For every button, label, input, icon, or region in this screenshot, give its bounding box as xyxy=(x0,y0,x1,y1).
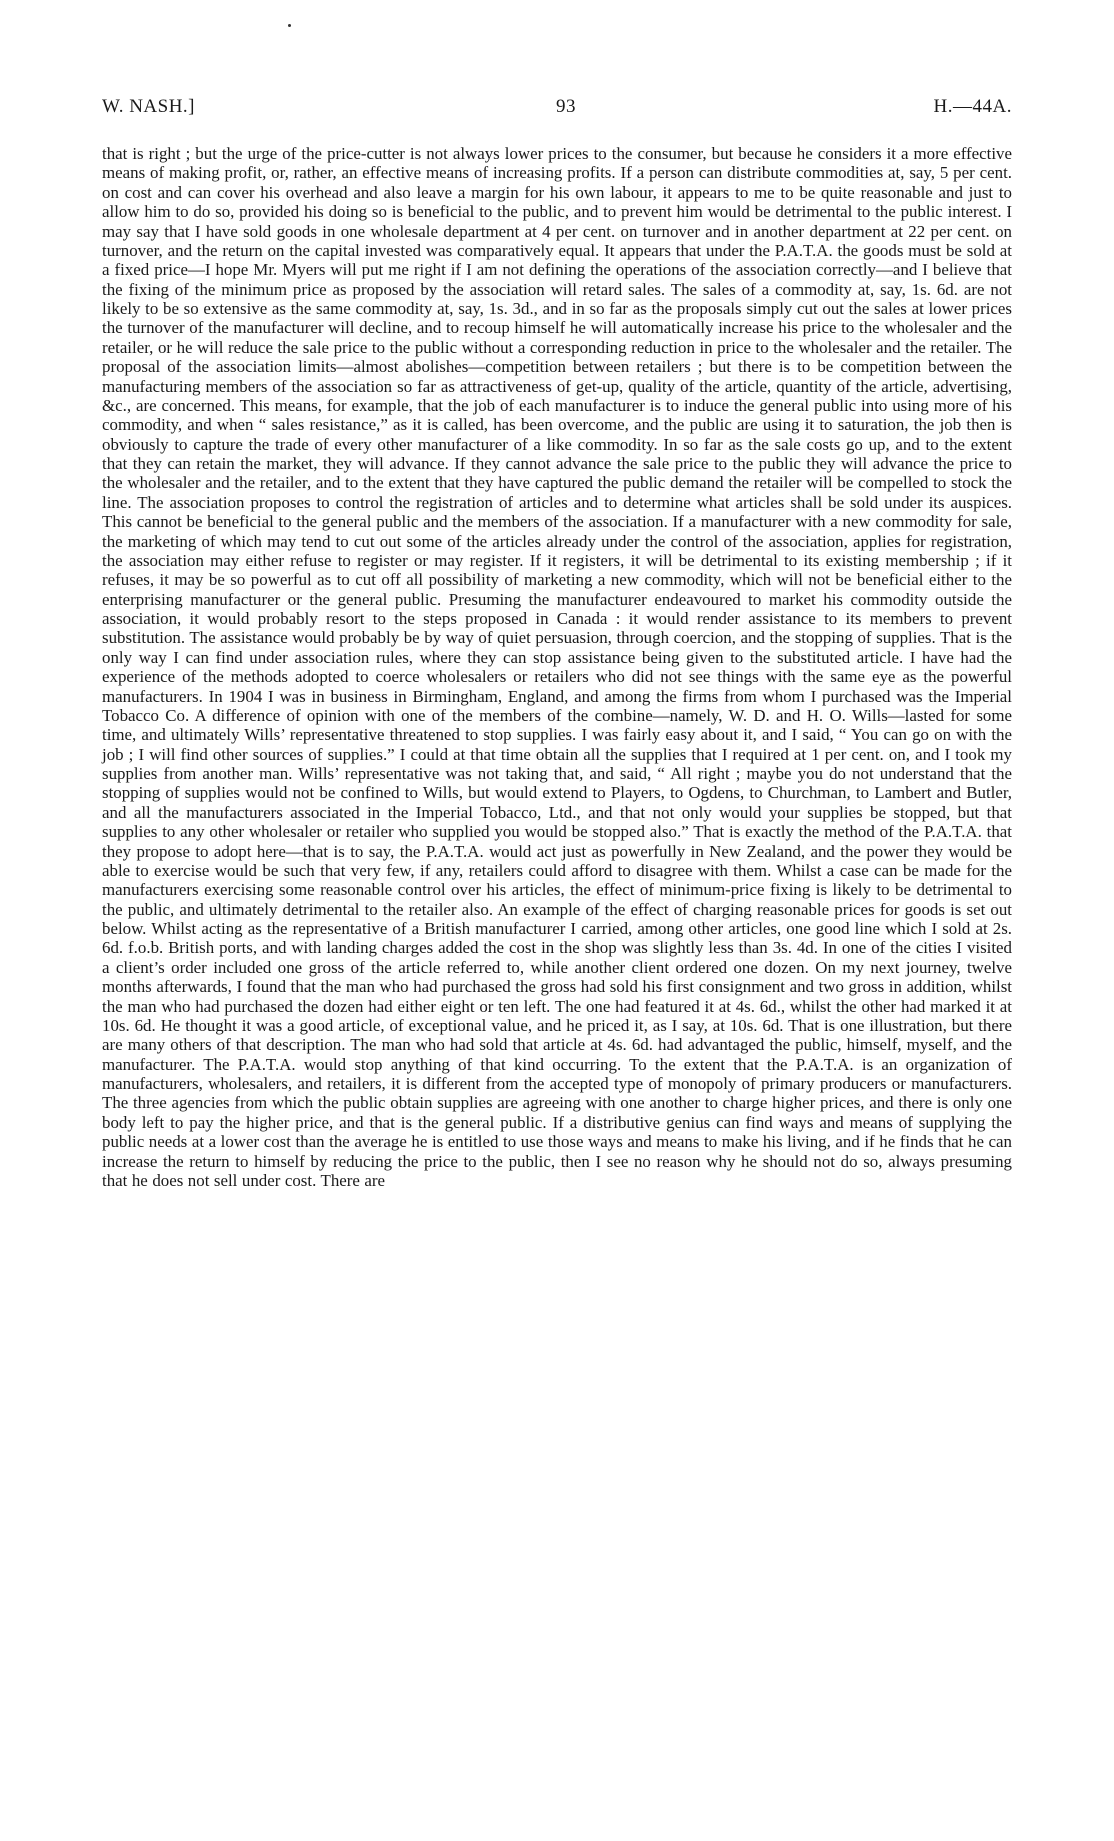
header-author: W. NASH.] xyxy=(102,96,195,117)
running-header xyxy=(102,96,1012,126)
page-number: 93 xyxy=(556,96,576,117)
document-reference: H.—44A. xyxy=(933,96,1012,117)
print-speck xyxy=(288,24,291,27)
body-paragraph: that is right ; but the urge of the price-cutter is not always lower prices to the consumer, but because he considers it a more effective means of making profit, or, rather, an effective means of increasing profits. If a person can distribute commodities at, say, 5 per cent. on cost and can cover his overhead and also leave a margin for his own labour, it appears to me to be quite reasonable and just to allow him to do so, provided his doing so is beneficial to the public, and to prevent him would be detrimental to the public interest. I may say that I have sold goods in one wholesale department at 4 per cent. on turnover and in another department at 22 per cent. on turnover, and the return on the capital invested was comparatively equal. It appears that under the P.A.T.A. the goods must be sold at a fixed price—I hope Mr. Myers will put me right if I am not defining the operations of the association correctly—and I believe that the fixing of the minimum price as proposed by the association will retard sales. The sales of a commodity at, say, 1s. 6d. are not likely to be so extensive as the same commodity at, say, 1s. 3d., and in so far as the proposals simply cut out the sales at lower prices the turnover of the manufacturer will decline, and to recoup himself he will automatically increase his price to the wholesaler and the retailer, or he will reduce the sale price to the public without a corresponding reduction in price to the wholesaler and the retailer. The proposal of the association limits—almost abolishes—competition between retailers ; but there is to be competition between the manufacturing members of the association so far as attractiveness of get-up, quality of the article, quantity of the article, advertising, &c., are concerned. This means, for example, that the job of each manufacturer is to induce the general public into using more of his commodity, and when “ sales resistance,” as it is called, has been overcome, and the public are using it to saturation, the job then is obviously to capture the trade of every other manufacturer of a like commodity. In so far as the sale costs go up, and to the extent that they can retain the market, they will advance. If they cannot advance the sale price to the public they will advance the price to the wholesaler and the retailer, and to the extent that they have captured the public demand the retailer will be compelled to stock the line. The association proposes to control the registration of articles and to determine what articles shall be sold under its auspices. This cannot be beneficial to the general public and the members of the association. If a manufacturer with a new commodity for sale, the marketing of which may tend to cut out some of the articles already under the control of the association, applies for registration, the association may either refuse to register or may register. If it registers, it will be detrimental to its existing membership ; if it refuses, it may be so powerful as to cut off all possibility of marketing a new commodity, which will not be beneficial either to the enterprising manufacturer or the general public. Presuming the manufacturer endeavoured to market his commodity outside the association, it would probably resort to the steps proposed in Canada : it would render assistance to its members to prevent substitution. The assistance would probably be by way of quiet persuasion, through coercion, and the stopping of supplies. That is the only way I can find under association rules, where they can stop assistance being given to the substituted article. I have had the experience of the methods adopted to coerce wholesalers or retailers who did not see things with the same eye as the powerful manufacturers. In 1904 I was in business in Birmingham, England, and among the firms from whom I purchased was the Imperial Tobacco Co. A difference of opinion with one of the members of the combine—namely, W. D. and H. O. Wills—lasted for some time, and ultimately Wills’ representative threatened to stop supplies. I was fairly easy about it, and I said, “ You can go on with the job ; I will find other sources of supplies.” I could at that time obtain all the supplies that I required at 1 per cent. on, and I took my supplies from another man. Wills’ representative was not taking that, and said, “ All right ; maybe you do not understand that the stopping of supplies would not be confined to Wills, but would extend to Players, to Ogdens, to Churchman, to Lambert and Butler, and all the manufacturers associated in the Imperial Tobacco, Ltd., and that not only would your supplies be stopped, but that supplies to any other wholesaler or retailer who supplied you would be stopped also.” That is exactly the method of the P.A.T.A. that they propose to adopt here—that is to say, the P.A.T.A. would act just as powerfully in New Zealand, and the power they would be able to exercise would be such that very few, if any, retailers could afford to disagree with them. Whilst a case can be made for the manufacturers exercising some reasonable control over his articles, the effect of minimum-price fixing is likely to be detrimental to the public, and ultimately detrimental to the retailer also. An example of the effect of charging reasonable prices for goods is set out below. Whilst acting as the representative of a British manufacturer I carried, among other articles, one good line which I sold at 2s. 6d. f.o.b. British ports, and with landing charges added the cost in the shop was slightly less than 3s. 4d. In one of the cities I visited a client’s order included one gross of the article referred to, while another client ordered one dozen. On my next journey, twelve months afterwards, I found that the man who had purchased the gross had sold his first consignment and two gross in addition, whilst the man who had purchased the dozen had either eight or ten left. The one had featured it at 4s. 6d., whilst the other had marked it at 10s. 6d. He thought it was a good article, of exceptional value, and he priced it, as I say, at 10s. 6d. That is one illustration, but there are many others of that description. The man who had sold that article at 4s. 6d. had advantaged the public, himself, myself, and the manufacturer. The P.A.T.A. would stop anything of that kind occurring. To the extent that the P.A.T.A. is an organization of manufacturers, wholesalers, and retailers, it is different from the accepted type of monopoly of primary producers or manufacturers. The three agencies from which the public obtain supplies are agreeing with one another to charge higher prices, and there is only one body left to pay the higher price, and that is the general public. If a distributive genius can find ways and means of supplying the public needs at a lower cost than the average he is entitled to use those ways and means to make his living, and if he finds that he can increase the return to himself by reducing the price to the public, then I see no reason why he should not do so, always presuming that he does not sell under cost. There are xyxy=(102,144,1012,1190)
